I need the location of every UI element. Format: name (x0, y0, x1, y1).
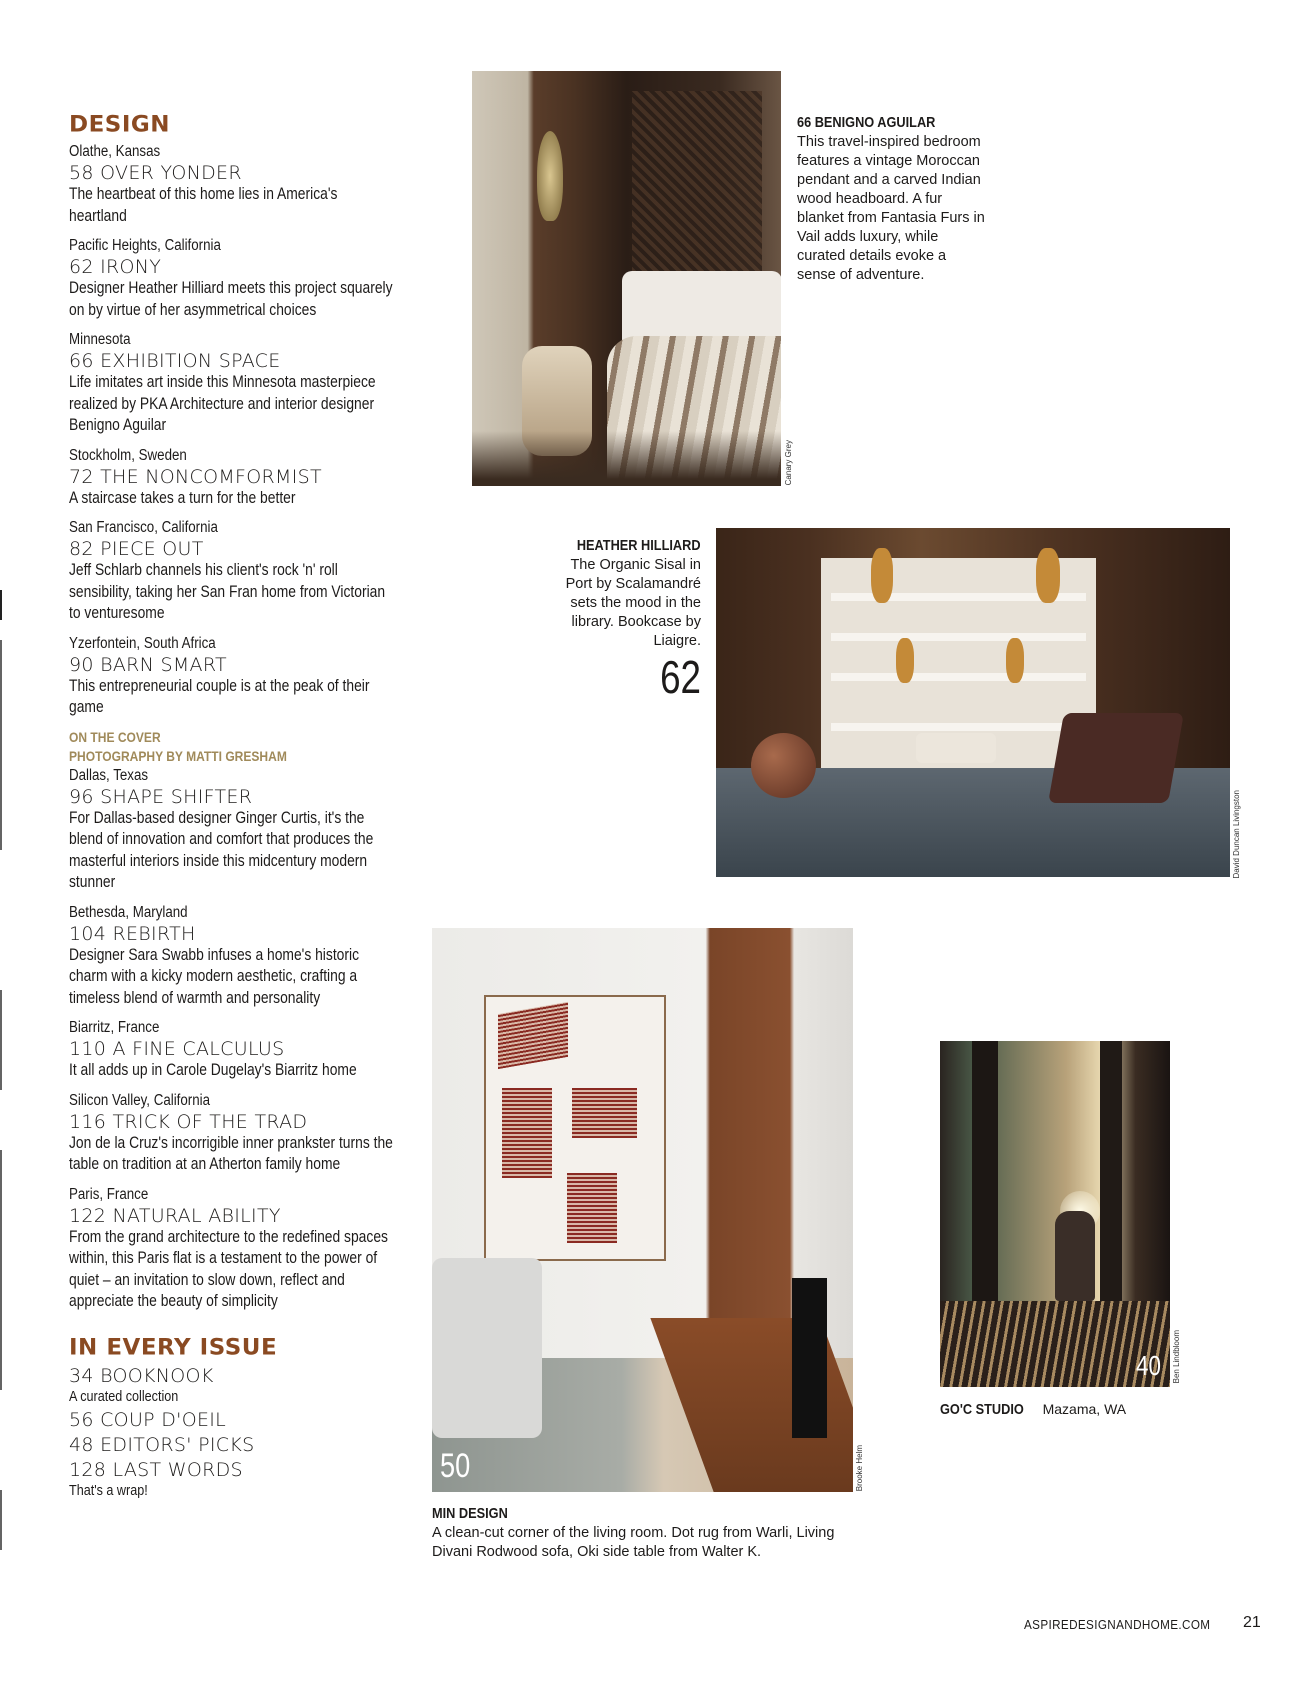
crop-mark (0, 640, 2, 850)
toc-entry[interactable] (69, 518, 399, 625)
toc-entry[interactable] (69, 1459, 399, 1500)
entry-description: Jon de la Cruz's incorrigible inner prankster turns the table on tradition at an Atherton family home (69, 1133, 393, 1173)
table-of-contents (69, 112, 399, 1500)
photo-living (432, 928, 853, 1492)
entry-title[interactable]: 66 EXHIBITION SPACE (69, 350, 281, 372)
crop-mark (0, 990, 2, 1090)
entry-description: Designer Heather Hilliard meets this project squarely on by virtue of her asymmetrical choices (69, 279, 393, 319)
toc-entry[interactable] (69, 1434, 399, 1456)
caption-library (555, 536, 701, 703)
photo-credit: Ben Lindbloom (1172, 1330, 1181, 1384)
entry-description: A curated collection (69, 1387, 179, 1405)
toc-entry[interactable] (69, 1185, 399, 1313)
entry-location: Bethesda, Maryland (69, 903, 188, 921)
caption-studio (940, 1400, 1200, 1420)
toc-entry[interactable] (69, 236, 399, 321)
entry-description: From the grand architecture to the redefined spaces within, this Paris flat is a testament to the power of quiet – an invitation to slow down, reflect and appreciate the beauty of simplicity (69, 1227, 388, 1310)
entry-location: Pacific Heights, California (69, 237, 221, 254)
toc-entry[interactable] (69, 446, 399, 510)
caption-heading: GO'C STUDIO (940, 1401, 1024, 1418)
entry-description: Designer Sara Swabb infuses a home's historic charm with a kicky modern aesthetic, crafting a timeless blend of warmth and personality (69, 945, 360, 1007)
entry-title[interactable]: 128 LAST WORDS (69, 1458, 243, 1481)
entry-description: That's a wrap! (69, 1481, 148, 1499)
page-number: 40 (1136, 1350, 1161, 1381)
toc-entry[interactable] (69, 1091, 399, 1176)
entry-title[interactable]: 96 SHAPE SHIFTER (69, 785, 253, 808)
crop-mark (0, 1490, 2, 1550)
entry-description: Life imitates art inside this Minnesota masterpiece realized by PKA Architecture and interior designer Benigno Aguilar (69, 373, 376, 434)
crop-mark (0, 1150, 2, 1390)
entry-description: This entrepreneurial couple is at the peak of their game (69, 676, 370, 716)
photo-studio (940, 1041, 1170, 1387)
caption-heading: MIN DESIGN (432, 1505, 508, 1522)
photo-credit: Brooke Helm (855, 1445, 864, 1492)
caption-bedroom (797, 113, 987, 285)
entry-location: Minnesota (69, 331, 131, 348)
on-the-cover-note (69, 728, 398, 766)
entry-location: Paris, France (69, 1185, 149, 1203)
photo-credit: Canary Grey (784, 440, 793, 486)
entry-description: The heartbeat of this home lies in America's heartland (69, 185, 338, 225)
caption-text: The Organic Sisal in Port by Scalamandré sets the mood in the library. Bookcase by Liaigre. (565, 557, 701, 649)
entry-title[interactable]: 110 A FINE CALCULUS (69, 1038, 285, 1060)
entry-title[interactable]: 62 IRONY (69, 256, 162, 278)
entry-location: Biarritz, France (69, 1019, 160, 1036)
entry-location: San Francisco, California (69, 519, 218, 536)
photo-credit: David Duncan Livingston (1232, 790, 1241, 879)
footer-site: ASPIREDESIGNANDHOME.COM (1024, 1617, 1211, 1632)
entry-title[interactable]: 34 BOOKNOOK (69, 1364, 214, 1387)
entry-location: Yzerfontein, South Africa (69, 634, 216, 652)
toc-entry[interactable] (69, 330, 399, 437)
entry-title[interactable]: 58 OVER YONDER (69, 162, 242, 184)
entry-description: Jeff Schlarb channels his client's rock 'n' roll sensibility, taking her San Fran home from Victorian to venturesome (69, 561, 386, 622)
toc-entry[interactable] (69, 1409, 399, 1431)
entry-title[interactable]: 90 BARN SMART (69, 653, 227, 676)
caption-text: Mazama, WA (1042, 1401, 1127, 1417)
photo-library (716, 528, 1230, 877)
toc-entry[interactable] (69, 142, 399, 227)
entry-title[interactable]: 56 COUP D'OEIL (69, 1408, 227, 1431)
entry-location: Silicon Valley, California (69, 1091, 211, 1109)
entry-location: Stockholm, Sweden (69, 446, 187, 464)
entry-title[interactable]: 104 REBIRTH (69, 922, 196, 945)
caption-text: A clean-cut corner of the living room. Dot rug from Warli, Living Divani Rodwood sofa, Oki side table from Walter K. (432, 1525, 835, 1560)
caption-living (432, 1504, 872, 1562)
entry-location: Dallas, Texas (69, 766, 149, 784)
entry-title[interactable]: 72 THE NONCOMFORMIST (69, 465, 322, 488)
page-number: 62 (660, 651, 701, 703)
toc-entry[interactable] (69, 903, 399, 1010)
entry-title[interactable]: 122 NATURAL ABILITY (69, 1204, 281, 1227)
entry-location: Olathe, Kansas (69, 143, 161, 160)
crop-mark (0, 590, 2, 620)
entry-title[interactable]: 82 PIECE OUT (69, 538, 204, 560)
toc-entry[interactable] (69, 766, 399, 894)
entry-description: For Dallas-based designer Ginger Curtis, it's the blend of innovation and comfort that produces the masterful interiors inside this midcentury modern stunner (69, 808, 374, 891)
caption-text: This travel-inspired bedroom features a vintage Moroccan pendant and a carved Indian wood headboard. A fur blanket from Fantasia Furs in Vail adds luxury, while curated details evoke a sense of adventure. (797, 134, 985, 283)
entry-title[interactable]: 116 TRICK OF THE TRAD (69, 1110, 308, 1133)
section-heading-design: DESIGN (69, 112, 171, 138)
toc-entry[interactable] (69, 634, 399, 719)
entry-description: It all adds up in Carole Dugelay's Biarritz home (69, 1061, 357, 1079)
cover-credit: PHOTOGRAPHY BY MATTI GRESHAM (69, 747, 287, 764)
footer-page-number: 21 (1243, 1614, 1261, 1631)
entry-description: A staircase takes a turn for the better (69, 488, 296, 507)
caption-heading: HEATHER HILLIARD (577, 537, 701, 554)
page-number: 50 (440, 1447, 471, 1485)
cover-label: ON THE COVER (69, 728, 161, 745)
toc-entry[interactable] (69, 1018, 399, 1082)
entry-title[interactable]: 48 EDITORS' PICKS (69, 1433, 255, 1456)
section-heading-every-issue: IN EVERY ISSUE (69, 1335, 278, 1360)
toc-entry[interactable] (69, 1365, 399, 1406)
photo-bedroom (472, 71, 781, 486)
caption-heading: 66 BENIGNO AGUILAR (797, 114, 936, 131)
